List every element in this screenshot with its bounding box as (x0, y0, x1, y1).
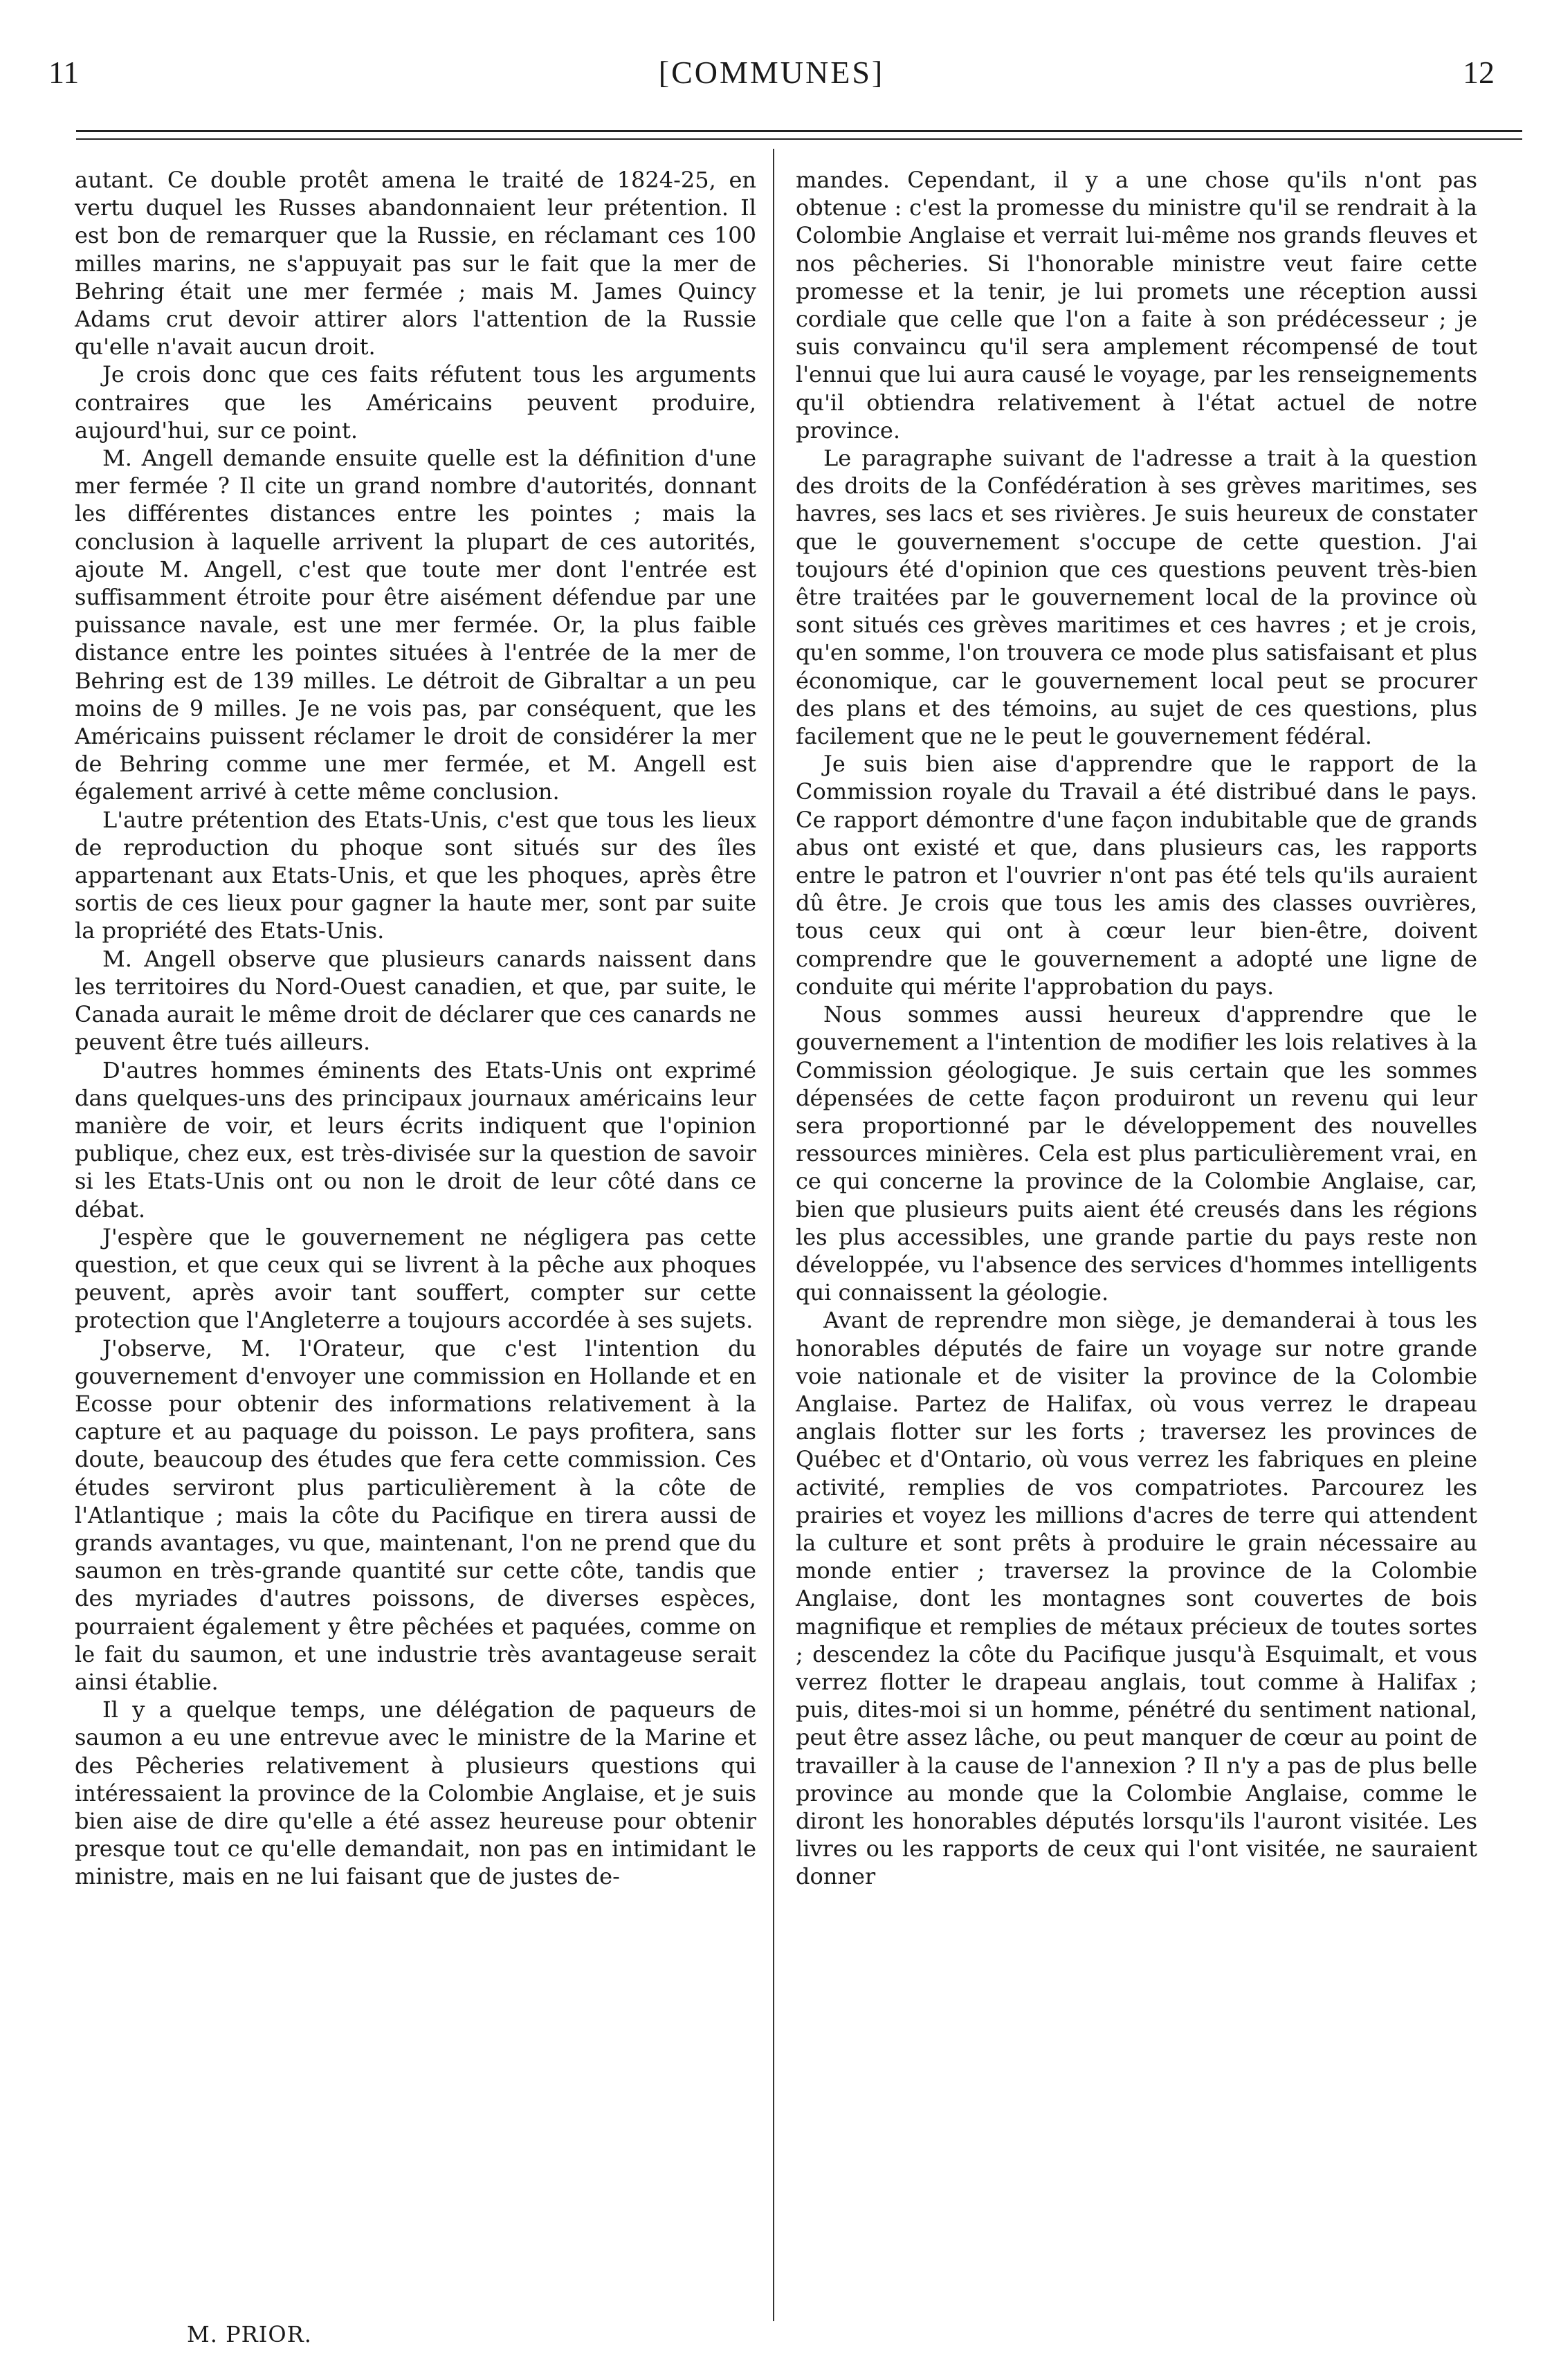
left-column (75, 166, 756, 1891)
paragraph: M. Angell observe que plusieurs canards naissent dans les territoires du Nord-Ouest canadien, et que, par suite, le Canada aurait le même droit de déclarer que ces canards ne peuvent être tués ailleurs. (75, 945, 756, 1056)
paragraph: Je suis bien aise d'apprendre que le rapport de la Commission royale du Travail a été distribué dans le pays. Ce rapport démontre d'une façon indubitable que de grands abus ont existé et que, dans plusieurs cas, les rapports entre le patron et l'ouvrier n'ont pas été tels qu'ils auraient dû être. Je crois que tous les amis des classes ouvrières, tous ceux qui ont à cœur leur bien-être, doivent comprendre que le gouvernement a adopté une ligne de conduite qui mérite l'approbation du pays. (796, 751, 1477, 1000)
header-rule-bottom (76, 138, 1522, 140)
paragraph: J'observe, M. l'Orateur, que c'est l'intention du gouvernement d'envoyer une commission en Hollande et en Ecosse pour obtenir des informations relativement à la capture et au paquage du poisson. Le pays profitera, sans doute, beaucoup des études que fera cette commission. Ces études serviront plus particulièrement à la côte de l'Atlantique ; mais la côte du Pacifique en tirera aussi de grands avantages, vu que, maintenant, l'on ne prend que du saumon en très-grande quantité sur cette côte, tandis que des myriades d'autres poissons, de diverses espèces, pourraient également y être pêchées et paquées, comme on le fait du saumon, et une industrie très avantageuse serait ainsi établie. (75, 1335, 756, 1695)
page-number-right: 12 (1463, 55, 1495, 90)
paragraph: Il y a quelque temps, une délégation de paqueurs de saumon a eu une entrevue avec le ministre de la Marine et des Pêcheries relativement à plusieurs questions qui intéressaient la province de la Colombie Anglaise, et je suis bien aise de dire qu'elle a été assez heureuse pour obtenir presque tout ce qu'elle demandait, non pas en intimidant le ministre, mais en ne lui faisant que de justes de- (75, 1696, 756, 1890)
paragraph: Le paragraphe suivant de l'adresse a trait à la question des droits de la Confédération à ses grèves maritimes, ses havres, ses lacs et ses rivières. Je suis heureux de constater que le gouvernement s'occupe de cette question. J'ai toujours été d'opinion que ces questions peuvent très-bien être traitées par le gouvernement local de la province où sont situés ces grèves maritimes et ces havres ; et je crois, qu'en somme, l'on trouvera ce mode plus satisfaisant et plus économique, car le gouvernement local peut se procurer des plans et des témoins, au sujet de ces questions, plus facilement que ne le peut le gouvernement fédéral. (796, 445, 1477, 750)
header-rule-top (76, 130, 1522, 132)
paragraph: J'espère que le gouvernement ne négligera pas cette question, et que ceux qui se livrent à la pêche aux phoques peuvent, après avoir tant souffert, compter sur cette protection que l'Angleterre a toujours accordée à ses sujets. (75, 1223, 756, 1334)
paragraph: mandes. Cependant, il y a une chose qu'ils n'ont pas obtenue : c'est la promesse du ministre qu'il se rendrait à la Colombie Anglaise et verrait lui-même nos grands fleuves et nos pêcheries. Si l'honorable ministre veut faire cette promesse et la tenir, je lui promets une réception aussi cordiale que celle que l'on a faite à son prédécesseur ; je suis convaincu qu'il sera amplement récompensé de tout l'ennui que lui aura causé le voyage, par les renseignements qu'il obtiendra relativement à l'état actuel de notre province. (796, 167, 1477, 443)
paragraph: Je crois donc que ces faits réfutent tous les arguments contraires que les Américains peuvent produire, aujourd'hui, sur ce point. (75, 361, 756, 443)
speaker-name: M. PRIOR. (187, 2321, 312, 2347)
column-divider (773, 149, 774, 2321)
right-column (796, 166, 1477, 1891)
paragraph: M. Angell demande ensuite quelle est la définition d'une mer fermée ? Il cite un grand nombre d'autorités, donnant les différentes distances entre les pointes ; mais la conclusion à laquelle arrivent la plupart de ces autorités, ajoute M. Angell, c'est que toute mer dont l'entrée est suffisamment étroite pour être aisément défendue par une puissance navale, est une mer fermée. Or, la plus faible distance entre les pointes situées à l'entrée de la mer de Behring est de 139 milles. Le détroit de Gibraltar a un peu moins de 9 milles. Je ne vois pas, par conséquent, que les Américains puissent réclamer le droit de considérer la mer de Behring comme une mer fermée, et M. Angell est également arrivé à cette même conclusion. (75, 445, 756, 805)
paragraph: D'autres hommes éminents des Etats-Unis ont exprimé dans quelques-uns des principaux journaux américains leur manière de voir, et leurs écrits indiquent que l'opinion publique, chez eux, est très-divisée sur la question de savoir si les Etats-Unis ont ou non le droit de leur côté dans ce débat. (75, 1056, 756, 1223)
paragraph: autant. Ce double protêt amena le traité de 1824-25, en vertu duquel les Russes abandonnaient leur prétention. Il est bon de remarquer que la Russie, en réclamant ces 100 milles marins, ne s'appuyait pas sur le fait que la mer de Behring était une mer fermée ; mais M. James Quincy Adams crut devoir attirer alors l'attention de la Russie qu'elle n'avait aucun droit. (75, 167, 756, 360)
running-title: [COMMUNES] (658, 55, 885, 90)
page-header (0, 42, 1543, 97)
paragraph: L'autre prétention des Etats-Unis, c'est que tous les lieux de reproduction du phoque sont situés sur des îles appartenant aux Etats-Unis, et que les phoques, après être sortis de ces lieux pour gagner la haute mer, sont par suite la propriété des Etats-Unis. (75, 806, 756, 944)
page-number-left: 11 (48, 55, 80, 90)
paragraph: Avant de reprendre mon siège, je demanderai à tous les honorables députés de faire un voyage sur notre grande voie nationale et de visiter la province de la Colombie Anglaise. Partez de Halifax, où vous verrez le drapeau anglais flotter sur les forts ; traversez les provinces de Québec et d'Ontario, où vous verrez les fabriques en pleine activité, remplies de vos compatriotes. Parcourez les prairies et voyez les millions d'acres de terre qui attendent la culture et sont prêts à produire le grain nécessaire au monde entier ; traversez la province de la Colombie Anglaise, dont les montagnes sont couvertes de bois magnifique et remplies de métaux précieux de toutes sortes ; descendez la côte du Pacifique jusqu'à Esquimalt, et vous verrez flotter le drapeau anglais, tout comme à Halifax ; puis, dites-moi si un homme, pénétré du sentiment national, peut être assez lâche, ou peut manquer de cœur au point de travailler à la cause de l'annexion ? Il n'y a pas de plus belle province au monde que la Colombie Anglaise, comme le diront les honorables députés lorsqu'ils l'auront visitée. Les livres ou les rapports de ceux qui l'ont visitée, ne sauraient donner (796, 1307, 1477, 1890)
paragraph: Nous sommes aussi heureux d'apprendre que le gouvernement a l'intention de modifier les lois relatives à la Commission géologique. Je suis certain que les sommes dépensées de cette façon produiront un revenu qui leur sera proportionné par le développement des nouvelles ressources minières. Cela est plus particulièrement vrai, en ce qui concerne la province de la Colombie Anglaise, car, bien que plusieurs puits aient été creusés dans les régions les plus accessibles, une grande partie du pays reste non développée, vu l'absence des services d'hommes intelligents qui connaissent la géologie. (796, 1001, 1477, 1306)
